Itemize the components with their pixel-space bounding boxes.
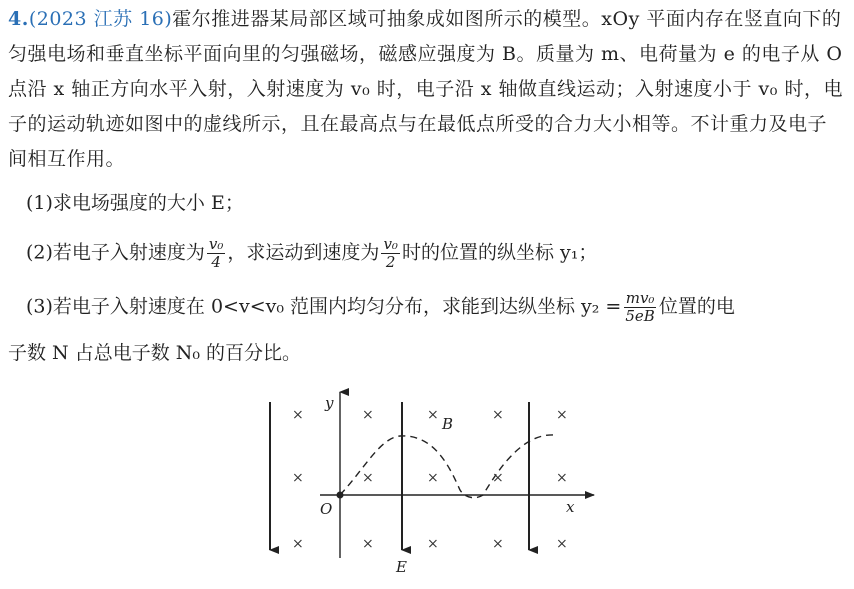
problem-body: 霍尔推进器某局部区域可抽象成如图所示的模型。xOy 平面内存在竖直向下的匀强电场和垂直坐标平面向里的匀强磁场，磁感应强度为 B。质量为 m、电荷量为 e 的电子从 O 点沿 x 轴正方向水平入射，入射速度为 v₀ 时，电子沿 x 轴做直线运动；入射速度小于 v₀ 时，电子的运动轨迹如图中的虚线所示，且在最高点与在最低点所受的合力大小相等。不计重力及电子间相互作用。 <box>8 8 843 170</box>
origin-point <box>337 492 344 499</box>
q2-frac2-den: 2 <box>385 253 396 271</box>
b-cross-icon: × <box>362 536 374 552</box>
b-cross-icon: × <box>492 536 504 552</box>
b-cross-icon: × <box>427 470 439 486</box>
problem-number: 4. <box>8 8 29 30</box>
question-1: (1)求电场强度的大小 E； <box>26 192 244 214</box>
q2-frac2-num: v₀ <box>383 235 398 253</box>
q3-fraction <box>623 290 656 325</box>
origin-label: O <box>320 500 333 518</box>
e-field-label: E <box>396 558 407 576</box>
b-cross-icon: × <box>556 536 568 552</box>
question-3 <box>26 290 735 325</box>
q2-fraction-v0-2 <box>381 236 400 271</box>
question-2 <box>26 236 597 271</box>
q2-suffix: 时的位置的纵坐标 y₁； <box>401 241 598 264</box>
b-cross-icon: × <box>492 407 504 423</box>
q2-prefix: (2)若电子入射速度为 <box>26 241 205 264</box>
x-axis-label: x <box>566 498 575 516</box>
b-cross-icon: × <box>362 407 374 423</box>
field-diagram <box>250 388 610 584</box>
problem-source: (2023 江苏 16) <box>28 8 173 30</box>
y-axis-label: y <box>325 394 334 412</box>
q2-frac1-den: 4 <box>211 253 221 271</box>
b-cross-icon: × <box>362 470 374 486</box>
q3-prefix: (3)若电子入射速度在 0<v<v₀ 范围内均匀分布，求能到达纵坐标 y₂ = <box>26 295 622 318</box>
electron-trajectory <box>340 435 555 498</box>
question-3-line2: 子数 N 占总电子数 N₀ 的百分比。 <box>8 342 302 364</box>
b-cross-icon: × <box>492 470 504 486</box>
q2-mid: ，求运动到速度为 <box>227 241 380 264</box>
q3-frac-num: mv₀ <box>625 289 655 307</box>
q3-suffix: 位置的电 <box>658 295 735 318</box>
b-cross-icon: × <box>556 470 568 486</box>
q2-frac1-num: v₀ <box>208 235 224 253</box>
b-cross-icon: × <box>292 470 304 486</box>
q3-frac-den: 5eB <box>625 307 655 325</box>
b-cross-icon: × <box>556 407 568 423</box>
b-cross-icon: × <box>292 536 304 552</box>
b-field-label: B <box>442 415 454 433</box>
b-cross-icon: × <box>427 407 439 423</box>
b-cross-icon: × <box>292 407 304 423</box>
q2-fraction-v0-4 <box>207 236 226 271</box>
b-cross-icon: × <box>427 536 439 552</box>
problem-statement <box>8 2 846 177</box>
